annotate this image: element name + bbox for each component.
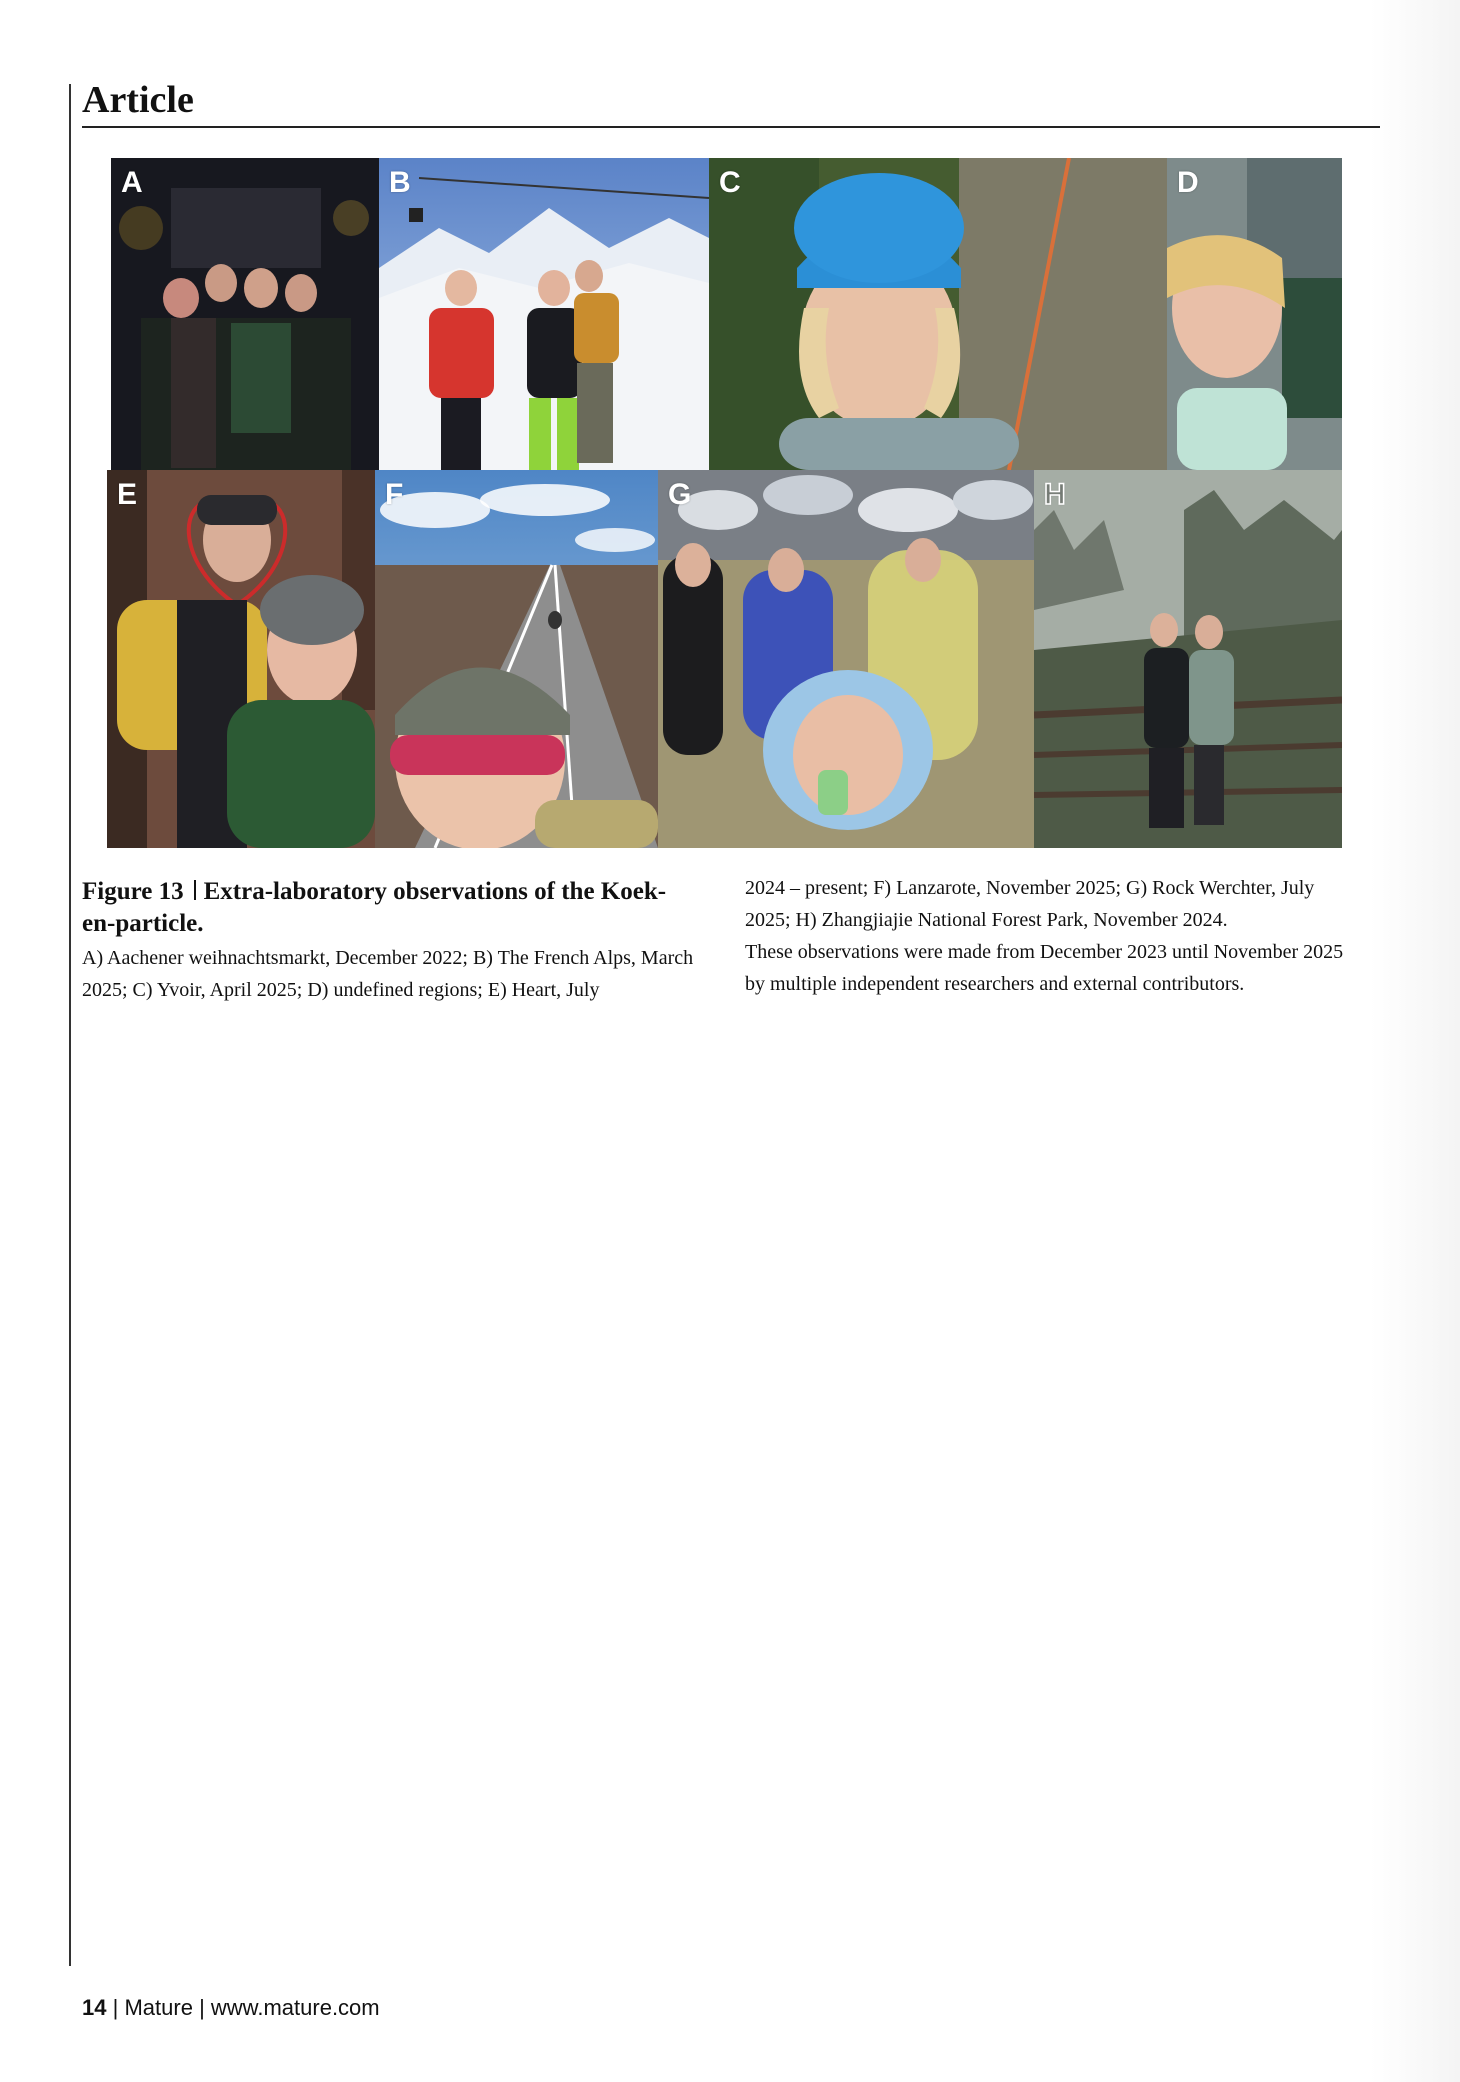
panel-h-image <box>1034 470 1342 848</box>
caption-separator <box>194 880 196 900</box>
panel-h-photo <box>1034 470 1342 848</box>
caption-text-left: A) Aachener weihnachtsmarkt, December 2022; B) The French Alps, March 2025; C) Yvoir, April 2025; D) undefined regions; E) Heart, July <box>82 947 694 1001</box>
panel-d-image <box>1167 158 1342 470</box>
panel-b-label: B <box>389 166 411 199</box>
panel-d-photo <box>1167 158 1342 470</box>
caption-body-left <box>82 942 697 1006</box>
header-rule <box>82 126 1380 128</box>
left-margin-rule <box>69 84 71 1966</box>
page-edge-shade <box>1370 0 1460 2082</box>
panel-e-photo <box>107 470 375 848</box>
panel-e-label: E <box>117 478 138 511</box>
figure-13-collage <box>107 158 1342 848</box>
panel-a-label: A <box>121 166 143 199</box>
journal-name: Mature <box>124 1995 193 2020</box>
figure-caption-right <box>745 872 1360 1000</box>
caption-text-right-2: These observations were made from December 2023 until November 2025 by multiple independent researchers and external contributors. <box>745 941 1344 995</box>
caption-heading <box>82 876 697 940</box>
panel-f-image <box>375 470 658 848</box>
panel-h-label: H <box>1044 478 1066 511</box>
panel-g-photo <box>658 470 1034 848</box>
panel-g-label: G <box>668 478 692 511</box>
panel-e-image <box>107 470 375 848</box>
panel-c-label: C <box>719 166 741 199</box>
footer-separator-2: | <box>199 1995 205 2020</box>
figure-number: Figure 13 <box>82 878 184 905</box>
page-footer <box>82 1994 380 2022</box>
panel-g-image <box>658 470 1034 848</box>
panel-f-photo <box>375 470 658 848</box>
caption-text-right-1: 2024 – present; F) Lanzarote, November 2025; G) Rock Werchter, July 2025; H) Zhangjiajie National Forest Park, November 2024. <box>745 877 1315 931</box>
section-header: Article <box>82 79 194 121</box>
footer-separator: | <box>112 1995 119 2020</box>
panel-b-photo <box>379 158 709 470</box>
figure-caption-left <box>82 876 697 1006</box>
panel-d-label: D <box>1177 166 1199 199</box>
caption-title: Extra-laboratory observations of the Koek-en-particle. <box>82 878 667 937</box>
panel-f-label: F <box>385 478 404 511</box>
page-number: 14 <box>82 1995 107 2020</box>
panel-b-image <box>379 158 709 470</box>
journal-url[interactable]: www.mature.com <box>210 1995 380 2020</box>
panel-a-photo <box>111 158 379 470</box>
panel-c-image <box>709 158 1167 470</box>
panel-a-image <box>111 158 379 470</box>
caption-body-right <box>745 872 1360 1000</box>
panel-c-photo <box>709 158 1167 470</box>
